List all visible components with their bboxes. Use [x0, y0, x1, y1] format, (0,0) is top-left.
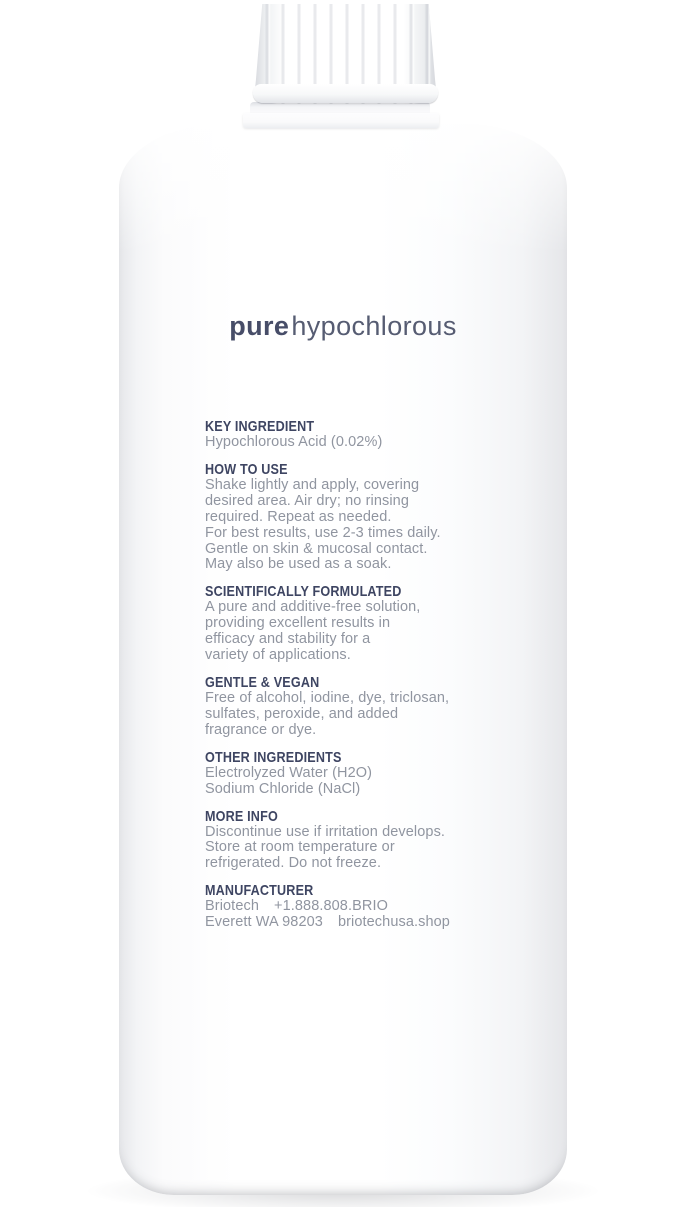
- manufacturer-phone: +1.888.808.BRIO: [274, 898, 388, 915]
- label-section-other-ingredients: [205, 749, 515, 798]
- bottle-cap-lip: [253, 84, 438, 103]
- section-line: For best results, use 2-3 times daily.: [205, 524, 441, 541]
- section-line: efficacy and stability for a: [205, 631, 371, 648]
- label-section-scientifically-formulated: [205, 583, 515, 664]
- brand-name: [119, 310, 567, 342]
- section-heading: KEY INGREDIENT: [205, 418, 315, 435]
- section-heading: HOW TO USE: [205, 460, 288, 478]
- section-line: refrigerated. Do not freeze.: [205, 855, 382, 872]
- section-line: sulfates, peroxide, and added: [205, 705, 399, 722]
- label-section-how-to-use: [205, 461, 515, 573]
- label-section-manufacturer: [205, 882, 515, 931]
- label-section-gentle-vegan: [205, 674, 515, 739]
- section-line: variety of applications.: [205, 647, 351, 664]
- brand-name-light: hypochlorous: [291, 311, 457, 341]
- section-heading: MANUFACTURER: [205, 882, 314, 900]
- section-line: providing excellent results in: [205, 615, 391, 632]
- label-section-more-info: [205, 808, 515, 873]
- section-line: required. Repeat as needed.: [205, 508, 392, 525]
- manufacturer-website: briotechusa.shop: [337, 914, 450, 931]
- section-line: Discontinue use if irritation develops.: [205, 823, 446, 840]
- manufacturer-address: Everett WA 98203: [205, 914, 323, 931]
- section-line: Sodium Chloride (NaCl): [205, 780, 361, 797]
- section-heading: MORE INFO: [205, 807, 278, 825]
- section-heading: GENTLE & VEGAN: [205, 673, 320, 691]
- section-line: Hypochlorous Acid (0.02%): [205, 434, 383, 450]
- section-line: May also be used as a soak.: [205, 556, 392, 573]
- manufacturer-name: Briotech: [205, 898, 259, 915]
- section-line: A pure and additive-free solution,: [205, 599, 421, 616]
- section-line: Gentle on skin & mucosal contact.: [205, 540, 428, 557]
- manufacturer-row: [205, 899, 515, 915]
- bottle-body: [119, 124, 567, 1195]
- section-line: fragrance or dye.: [205, 721, 317, 738]
- bottle-collar: [243, 113, 439, 128]
- manufacturer-row: [205, 915, 515, 931]
- section-heading: OTHER INGREDIENTS: [205, 748, 342, 766]
- product-label: [205, 418, 515, 941]
- label-section-key-ingredient: [205, 418, 515, 451]
- section-line: Shake lightly and apply, covering: [205, 476, 420, 493]
- section-line: Store at room temperature or: [205, 839, 395, 856]
- section-line: desired area. Air dry; no rinsing: [205, 492, 409, 509]
- section-line: Free of alcohol, iodine, dye, triclosan,: [205, 689, 450, 706]
- section-line: Electrolyzed Water (H2O): [205, 764, 373, 781]
- section-heading: SCIENTIFICALLY FORMULATED: [205, 583, 402, 601]
- brand-name-bold: pure: [229, 311, 290, 341]
